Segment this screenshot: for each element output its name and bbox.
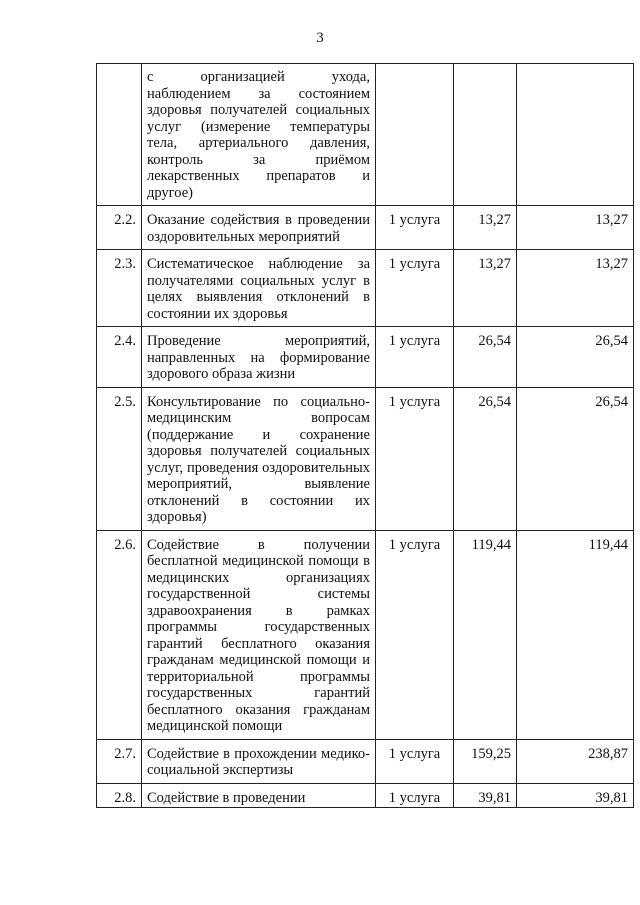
service-name: Содействие в прохождении медико-социальной экспертизы	[142, 739, 376, 783]
unit-cell	[376, 64, 454, 206]
service-name: с организацией ухода, наблюдением за состоянием здоровья получателей социальных услуг (измерение температуры тела, артериального давления, контроль за приёмом лекарственных препаратов и другое)	[142, 64, 376, 206]
unit-cell: 1 услуга	[376, 387, 454, 530]
row-number	[97, 64, 142, 206]
unit-cell: 1 услуга	[376, 250, 454, 327]
total-cell: 13,27	[517, 250, 634, 327]
unit-cell: 1 услуга	[376, 327, 454, 388]
tariff-cell: 26,54	[454, 327, 517, 388]
row-number: 2.3.	[97, 250, 142, 327]
table-row	[97, 387, 634, 530]
row-number: 2.7.	[97, 739, 142, 783]
total-cell: 13,27	[517, 206, 634, 250]
row-number: 2.5.	[97, 387, 142, 530]
row-number: 2.6.	[97, 530, 142, 739]
row-number: 2.8.	[97, 783, 142, 808]
total-cell: 119,44	[517, 530, 634, 739]
row-number: 2.2.	[97, 206, 142, 250]
total-cell: 26,54	[517, 327, 634, 388]
service-name: Оказание содействия в проведении оздоровительных мероприятий	[142, 206, 376, 250]
page-number: 3	[316, 30, 324, 46]
total-cell	[517, 64, 634, 206]
tariff-cell: 13,27	[454, 206, 517, 250]
service-name: Консультирование по социально-медицинским вопросам (поддержание и сохранение здоровья получателей социальных услуг, проведения оздоровительных мероприятий, выявление отклонений в состоянии их здоровья)	[142, 387, 376, 530]
table-row	[97, 64, 634, 206]
table-row	[97, 327, 634, 388]
row-number: 2.4.	[97, 327, 142, 388]
table-row	[97, 206, 634, 250]
total-cell: 26,54	[517, 387, 634, 530]
unit-cell: 1 услуга	[376, 783, 454, 808]
tariff-cell: 119,44	[454, 530, 517, 739]
service-name: Содействие в получении бесплатной медицинской помощи в медицинских организациях государственной системы здравоохранения в рамках программы государственных гарантий бесплатного оказания гражданам медицинской помощи и территориальной программы государственных гарантий бесплатного оказания гражданам медицинской помощи	[142, 530, 376, 739]
total-cell: 39,81	[517, 783, 634, 808]
table-row	[97, 739, 634, 783]
service-name: Содействие в проведении	[142, 783, 376, 808]
services-table	[96, 63, 634, 808]
service-name: Систематическое наблюдение за получателями социальных услуг в целях выявления отклонений в состоянии их здоровья	[142, 250, 376, 327]
service-name: Проведение мероприятий, направленных на формирование здорового образа жизни	[142, 327, 376, 388]
tariff-cell: 159,25	[454, 739, 517, 783]
tariff-cell: 13,27	[454, 250, 517, 327]
table-row	[97, 783, 634, 808]
table-row	[97, 250, 634, 327]
unit-cell: 1 услуга	[376, 739, 454, 783]
tariff-cell: 26,54	[454, 387, 517, 530]
tariff-cell	[454, 64, 517, 206]
table-row	[97, 530, 634, 739]
unit-cell: 1 услуга	[376, 206, 454, 250]
unit-cell: 1 услуга	[376, 530, 454, 739]
tariff-cell: 39,81	[454, 783, 517, 808]
total-cell: 238,87	[517, 739, 634, 783]
